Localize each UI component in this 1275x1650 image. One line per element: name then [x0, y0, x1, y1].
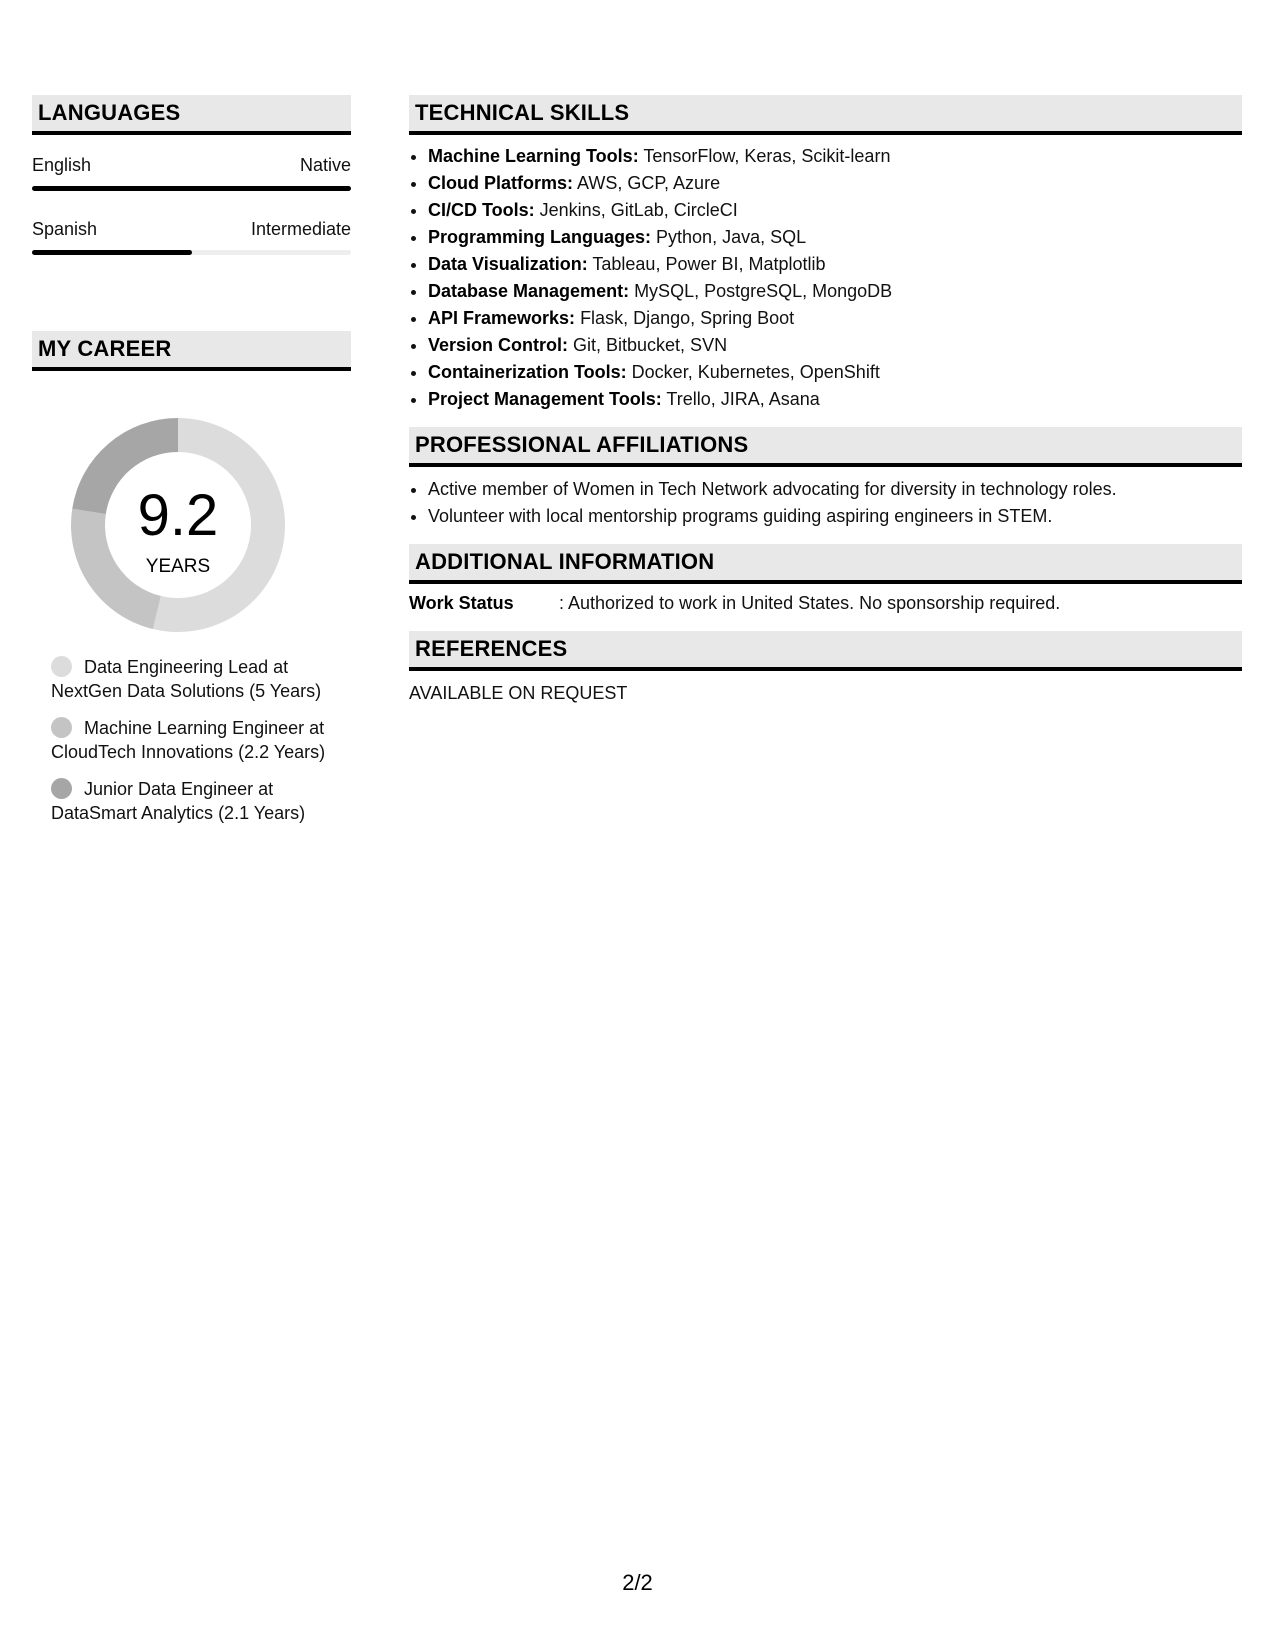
affiliations-heading-text: PROFESSIONAL AFFILIATIONS — [415, 432, 749, 457]
skill-label: Database Management: — [428, 281, 630, 301]
career-role-text: Machine Learning Engineer at CloudTech Innovations (2.2 Years) — [51, 718, 326, 762]
language-proficiency-bar — [32, 186, 351, 191]
skill-value: Trello, JIRA, Asana — [661, 389, 820, 409]
references-text: AVAILABLE ON REQUEST — [409, 683, 628, 703]
career-total-value: 9.2 — [137, 483, 219, 548]
career-role-item — [51, 716, 331, 764]
technical-skills-heading — [409, 95, 1242, 135]
affiliations-list — [409, 476, 1242, 530]
work-status-value: : Authorized to work in United States. No sponsorship required. — [559, 593, 1061, 613]
language-row-spanish — [32, 219, 351, 255]
language-proficiency-fill — [32, 186, 351, 191]
skill-value: Tableau, Power BI, Matplotlib — [587, 254, 826, 274]
skill-label: API Frameworks: — [428, 308, 576, 328]
skill-item — [428, 251, 1242, 278]
skill-label: Machine Learning Tools: — [428, 146, 639, 166]
skill-item — [428, 170, 1242, 197]
career-role-text: Junior Data Engineer at DataSmart Analytics (2.1 Years) — [51, 779, 306, 823]
language-level: Intermediate — [250, 219, 351, 239]
career-role-text: Data Engineering Lead at NextGen Data Solutions (5 Years) — [51, 657, 322, 701]
right-column — [409, 95, 1242, 704]
skill-item — [428, 359, 1242, 386]
skill-value: MySQL, PostgreSQL, MongoDB — [629, 281, 893, 301]
work-status-label: Work Status — [409, 593, 514, 613]
work-status-row — [409, 593, 1242, 614]
affiliation-item: • Volunteer with local mentorship programs guiding aspiring engineers in STEM. — [428, 503, 1242, 530]
skill-value: Python, Java, SQL — [651, 227, 807, 247]
career-heading-text: MY CAREER — [38, 336, 172, 361]
career-role-list — [32, 655, 351, 825]
technical-skills-heading-text: TECHNICAL SKILLS — [415, 100, 630, 125]
language-proficiency-fill — [32, 250, 192, 255]
page-number: 2/2 — [622, 1570, 653, 1595]
skill-label: Cloud Platforms: — [428, 173, 574, 193]
legend-dot-icon — [51, 656, 72, 677]
skill-item — [428, 305, 1242, 332]
language-proficiency-bar — [32, 250, 351, 255]
skill-item — [428, 332, 1242, 359]
affiliations-heading — [409, 427, 1242, 467]
skill-value: Jenkins, GitLab, CircleCI — [534, 200, 738, 220]
skill-label: Programming Languages: — [428, 227, 652, 247]
skill-value: AWS, GCP, Azure — [573, 173, 721, 193]
additional-info-heading-text: ADDITIONAL INFORMATION — [415, 549, 715, 574]
skill-label: Containerization Tools: — [428, 362, 627, 382]
skill-label: Version Control: — [428, 335, 569, 355]
language-level: Native — [299, 155, 351, 175]
left-column — [32, 95, 351, 838]
languages-heading-text: LANGUAGES — [38, 100, 181, 125]
references-heading-text: REFERENCES — [415, 636, 568, 661]
skill-label: Data Visualization: — [428, 254, 588, 274]
skill-item — [428, 386, 1242, 413]
skill-value: Flask, Django, Spring Boot — [575, 308, 795, 328]
skill-item — [428, 224, 1242, 251]
skill-item — [428, 278, 1242, 305]
affiliation-item: • Active member of Women in Tech Network advocating for diversity in technology roles. — [428, 476, 1242, 503]
career-role-item — [51, 655, 331, 703]
career-heading — [32, 331, 351, 371]
legend-dot-icon — [51, 717, 72, 738]
skill-value: Docker, Kubernetes, OpenShift — [626, 362, 880, 382]
language-row-english — [32, 155, 351, 191]
career-role-item — [51, 777, 331, 825]
technical-skills-list — [409, 143, 1242, 413]
additional-info-heading — [409, 544, 1242, 584]
language-name: English — [32, 155, 92, 175]
skill-label: Project Management Tools: — [428, 389, 662, 409]
skill-label: CI/CD Tools: — [428, 200, 535, 220]
skill-value: TensorFlow, Keras, Scikit-learn — [638, 146, 891, 166]
legend-dot-icon — [51, 778, 72, 799]
languages-heading — [32, 95, 351, 135]
skill-item — [428, 197, 1242, 224]
career-donut-chart — [32, 413, 351, 653]
skill-value: Git, Bitbucket, SVN — [568, 335, 728, 355]
references-heading — [409, 631, 1242, 671]
language-name: Spanish — [32, 219, 98, 239]
career-total-unit: YEARS — [145, 556, 211, 577]
skill-item — [428, 143, 1242, 170]
